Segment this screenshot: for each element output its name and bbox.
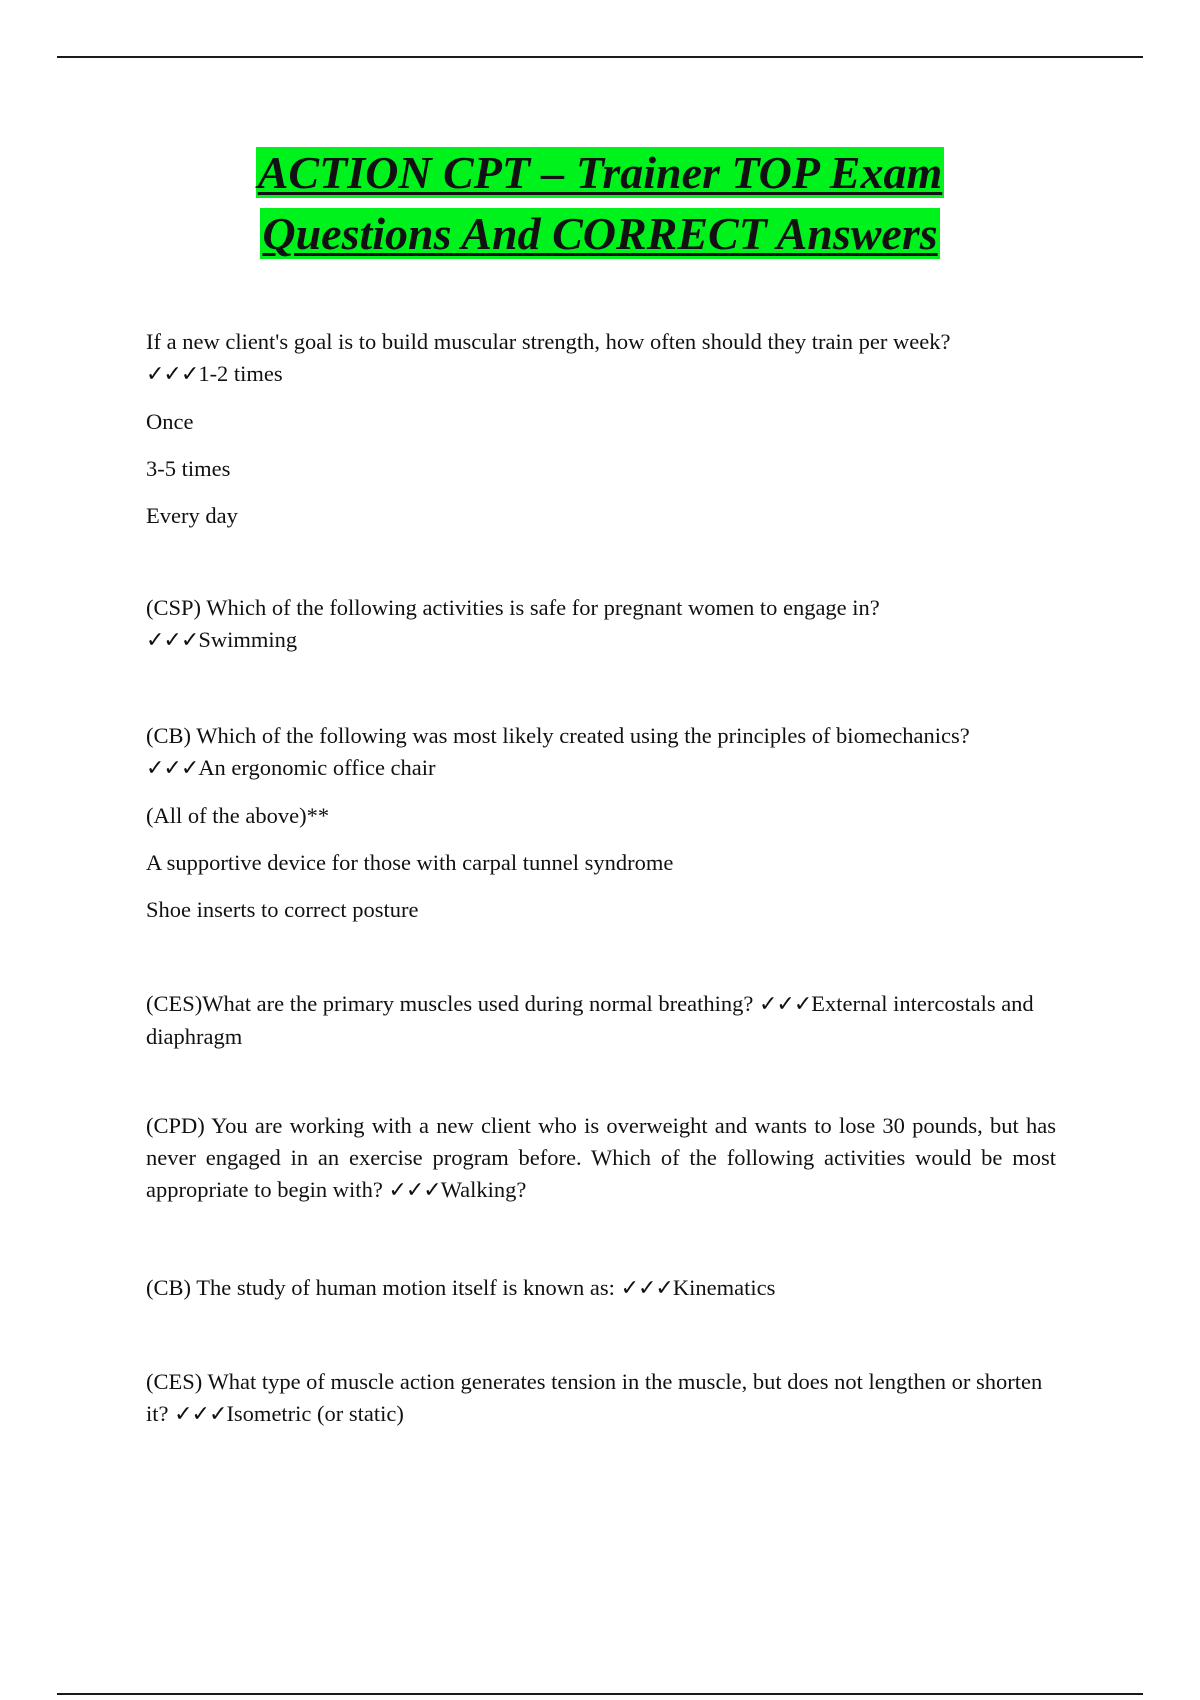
option-item: 3-5 times	[146, 456, 231, 481]
question-1-text	[146, 326, 1056, 391]
title-line-2: Questions And CORRECT Answers	[262, 208, 938, 259]
question-4-text	[146, 988, 1056, 1053]
check-icon: ✓✓✓	[146, 362, 199, 387]
answer-text: Swimming	[198, 627, 298, 652]
check-icon: ✓✓✓	[146, 756, 199, 781]
question-5-text	[146, 1110, 1056, 1207]
question-text: If a new client's goal is to build muscular strength, how often should they train per week?	[146, 329, 951, 354]
answer-text: Isometric (or static)	[226, 1401, 404, 1426]
question-text: (CES) What type of muscle action generates tension in the muscle, but does not lengthen or shorten it?	[146, 1369, 1043, 1426]
answer-text: Kinematics	[672, 1275, 776, 1300]
question-2-text	[146, 592, 1056, 657]
question-6-text	[146, 1272, 1056, 1305]
question-text: (CPD) You are working with a new client who is overweight and wants to lose 30 pounds, but has never engaged in an exercise program before. Which of the following activities would be most appropriate to begin with?	[146, 1113, 1056, 1202]
option-item: Every day	[146, 503, 238, 528]
question-block-6	[146, 1272, 1056, 1305]
question-block-2	[146, 592, 1056, 657]
footer-rule	[57, 1693, 1143, 1695]
answer-text: An ergonomic office chair	[198, 755, 436, 780]
title-line-1: ACTION CPT – Trainer TOP Exam	[257, 147, 943, 198]
option-item: A supportive device for those with carpal tunnel syndrome	[146, 850, 674, 875]
document-title	[0, 142, 1200, 264]
check-icon: ✓✓✓	[174, 1402, 227, 1427]
option-item: Shoe inserts to correct posture	[146, 897, 419, 922]
question-text: (CES)What are the primary muscles used during normal breathing?	[146, 991, 754, 1016]
header-rule	[57, 56, 1143, 58]
check-icon: ✓✓✓	[620, 1276, 673, 1301]
question-block-4	[146, 988, 1056, 1053]
check-icon: ✓✓✓	[146, 628, 199, 653]
question-3-text	[146, 720, 1056, 785]
question-block-5	[146, 1110, 1056, 1207]
question-text: (CSP) Which of the following activities is safe for pregnant women to engage in?	[146, 595, 880, 620]
question-text: (CB) The study of human motion itself is known as:	[146, 1275, 615, 1300]
question-7-text	[146, 1366, 1056, 1431]
check-icon: ✓✓✓	[758, 992, 812, 1017]
question-block-1	[146, 326, 1056, 532]
answer-text: 1-2 times	[198, 361, 283, 386]
answer-text: External intercostals and diaphragm	[146, 991, 1034, 1049]
option-item: (All of the above)**	[146, 803, 330, 828]
answer-text: Walking?	[440, 1177, 527, 1202]
question-block-3	[146, 720, 1056, 926]
question-text: (CB) Which of the following was most likely created using the principles of biomechanics?	[146, 723, 970, 748]
check-icon: ✓✓✓	[388, 1178, 441, 1203]
question-block-7	[146, 1366, 1056, 1431]
option-item: Once	[146, 409, 194, 434]
